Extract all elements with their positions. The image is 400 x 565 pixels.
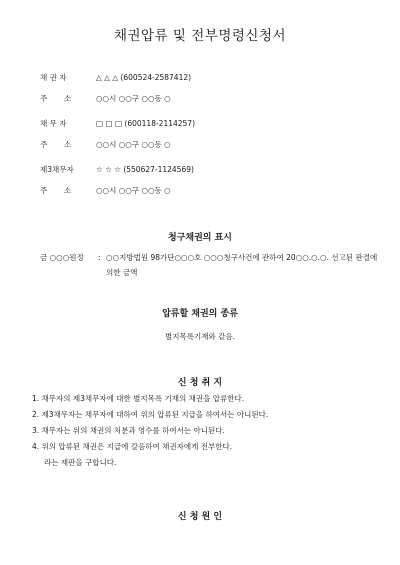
purpose-item: 1. 채무자의 제3채무자에 대한 별지목록 기재의 채권을 압류한다. <box>32 394 245 403</box>
debtor-address-label: 주 소 <box>40 139 72 149</box>
third-debtor-address-row <box>40 180 194 201</box>
third-debtor-address-label: 주 소 <box>40 185 72 195</box>
debtor-block <box>40 113 195 155</box>
debtor-address-row <box>40 134 195 155</box>
debtor-name-row <box>40 113 195 134</box>
debtor-name: □ □ □ (600118-2114257) <box>96 118 196 128</box>
claim-description: ○○지방법원 98가단○○○호 ○○○청구사건에 관하여 20○○.○.○. 선고된 판결에 의한 금액 <box>106 253 378 277</box>
third-debtor-block <box>40 159 194 201</box>
creditor-address: ○○시 ○○구 ○○동 ○ <box>96 93 171 103</box>
debtor-address: ○○시 ○○구 ○○동 ○ <box>96 139 171 149</box>
creditor-label: 채 권 자 <box>40 72 67 82</box>
third-debtor-label: 제3채무자 <box>40 164 74 174</box>
purpose-item: 3. 채무자는 위의 채권의 처분과 영수를 하여서는 아니된다. <box>32 426 225 435</box>
claim-separator: : <box>98 253 101 262</box>
purpose-conclusion: 라는 재판을 구합니다. <box>44 458 117 467</box>
third-debtor-name-row <box>40 159 194 180</box>
claim-body <box>40 250 380 280</box>
purpose-heading: 신 청 취 지 <box>177 378 223 388</box>
reasons-heading: 신 청 원 인 <box>177 512 223 522</box>
claim-heading: 청구채권의 표시 <box>168 233 232 243</box>
claim-amount-label: 금 ○○○원정 <box>40 253 84 262</box>
creditor-address-row <box>40 88 191 109</box>
creditor-name-row <box>40 67 191 88</box>
purpose-item: 2. 제3채무자는 채무자에 대하여 위의 압류된 지급을 하여서는 아니된다. <box>32 410 269 419</box>
creditor-address-label: 주 소 <box>40 93 72 103</box>
creditor-block <box>40 67 191 109</box>
creditor-name: △ △ △ (600524-2587412) <box>96 72 192 82</box>
third-debtor-address: ○○시 ○○구 ○○동 ○ <box>96 185 171 195</box>
seizure-heading: 압류할 채권의 종류 <box>162 309 238 319</box>
third-debtor-name: ☆ ☆ ☆ (550627-1124569) <box>96 164 194 174</box>
seizure-description: 별지목록기재와 같음. <box>165 332 235 341</box>
debtor-label: 채 무 자 <box>40 118 67 128</box>
document-title: 채권압류 및 전부명령신청서 <box>113 28 287 44</box>
purpose-item: 4. 위의 압류된 채권은 지급에 갈음하여 채권자에게 전부한다. <box>32 442 233 451</box>
purpose-list <box>32 391 382 471</box>
